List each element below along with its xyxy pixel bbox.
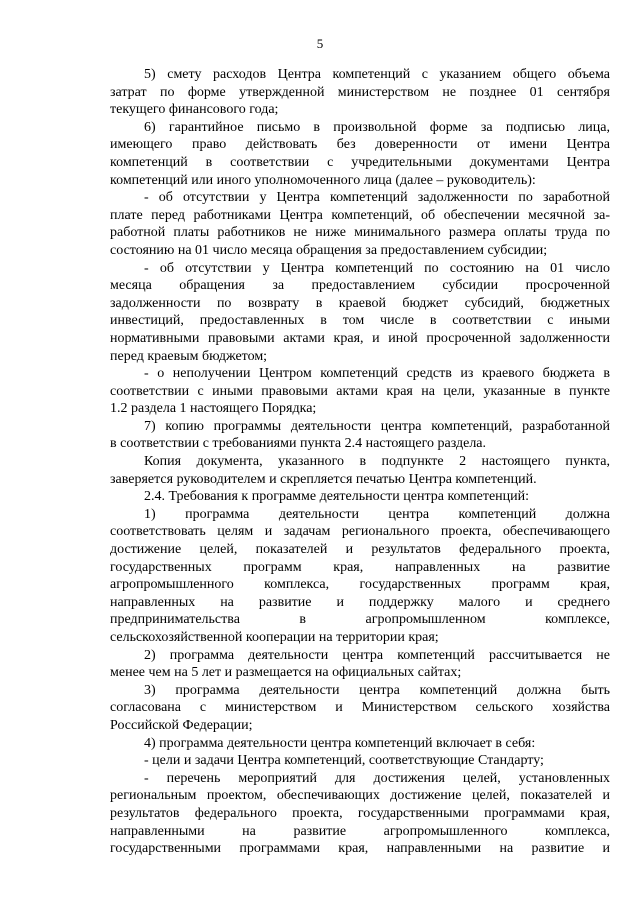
text-line: 7) копию программы деятельности центра компетенций, разработанной bbox=[144, 418, 610, 434]
text-line: агропромышленного комплекса, государственных программ края, bbox=[110, 577, 610, 593]
document-body bbox=[110, 66, 610, 858]
text-line: 2.4. Требования к программе деятельности центра компетенций: bbox=[144, 489, 530, 505]
text-line: инвестиций, предоставленных в том числе в соответствии с иными bbox=[110, 313, 610, 329]
text-line: - об отсутствии у Центра компетенций задолженности по заработной bbox=[144, 190, 610, 206]
text-line: плате перед работниками Центра компетенций, об обеспечении месячной за- bbox=[110, 207, 610, 223]
text-line: 5) смету расходов Центра компетенций с указанием общего объема bbox=[144, 67, 610, 82]
text-line: государственных программ края, направленных на развитие bbox=[110, 559, 610, 575]
text-line: - об отсутствии у Центра компетенций по состоянию на 01 число bbox=[144, 260, 610, 276]
text-line: затрат по форме утвержденной министерством не позднее 01 сентября bbox=[110, 84, 610, 100]
text-line: - перечень мероприятий для достижения целей, установленных bbox=[144, 770, 610, 786]
text-line: - о неполучении Центром компетенций средств из краевого бюджета в bbox=[144, 366, 610, 382]
text-line: 6) гарантийное письмо в произвольной форме за подписью лица, bbox=[144, 119, 610, 135]
text-line: имеющего право действовать без доверенности от имени Центра bbox=[110, 137, 610, 153]
text-line: 1) программа деятельности центра компетенций должна bbox=[144, 506, 610, 522]
text-line: перед краевым бюджетом; bbox=[110, 348, 268, 364]
text-line: 4) программа деятельности центра компетенций включает в себя: bbox=[144, 735, 536, 751]
text-line: состоянию на 01 число месяца обращения за предоставлением субсидии; bbox=[110, 242, 548, 258]
text-line: Российской Федерации; bbox=[110, 717, 253, 733]
text-line: соответствовать целям и задачам регионального проекта, обеспечивающего bbox=[110, 524, 610, 540]
text-line: месяца обращения за предоставлением субсидии просроченной bbox=[110, 278, 610, 294]
text-line: - цели и задачи Центра компетенций, соответствующие Стандарту; bbox=[144, 753, 544, 769]
text-line: результатов федерального проекта, государственными программами края, bbox=[110, 805, 610, 821]
text-line: текущего финансового года; bbox=[110, 102, 279, 118]
page-number: 5 bbox=[316, 36, 324, 51]
text-line: сельскохозяйственной кооперации на территории края; bbox=[110, 630, 439, 645]
text-line: государственными программами края, направленными на развитие и bbox=[110, 841, 610, 857]
text-line: Копия документа, указанного в подпункте 2 настоящего пункта, bbox=[144, 454, 610, 470]
text-line: компетенций или иного уполномоченного лица (далее – руководитель): bbox=[110, 172, 536, 188]
text-line: заверяется руководителем и скрепляется печатью Центра компетенций. bbox=[110, 471, 537, 487]
text-line: 3) программа деятельности центра компетенций должна быть bbox=[144, 682, 610, 698]
text-line: предпринимательства в агропромышленном комплексе, bbox=[110, 612, 610, 628]
text-line: нормативными правовыми актами края, и иной просроченной задолженности bbox=[110, 330, 610, 346]
text-line: задолженности по возврату в краевой бюджет субсидий, бюджетных bbox=[110, 295, 610, 311]
text-line: в соответствии с требованиями пункта 2.4 настоящего раздела. bbox=[110, 436, 487, 452]
text-line: направленных на развитие и поддержку малого и среднего bbox=[110, 594, 610, 610]
text-line: 2) программа деятельности центра компетенций рассчитывается не bbox=[144, 647, 610, 663]
text-line: согласована с министерством и Министерством сельского хозяйства bbox=[110, 700, 610, 716]
text-line: соответствии с иными правовыми актами края на цели, указанные в пункте bbox=[110, 383, 610, 399]
text-line: менее чем на 5 лет и размещается на официальных сайтах; bbox=[110, 665, 462, 681]
text-line: работной платы работников не ниже минимального размера оплаты труда по bbox=[110, 225, 610, 241]
text-line: достижение целей, показателей и результатов федерального проекта, bbox=[110, 542, 610, 558]
text-line: региональным проектом, обеспечивающих достижение целей, показателей и bbox=[110, 788, 610, 804]
text-line: компетенций в соответствии с учредительными документами Центра bbox=[110, 154, 610, 170]
text-line: направленными на развитие агропромышленного комплекса, bbox=[110, 823, 610, 839]
text-line: 1.2 раздела 1 настоящего Порядка; bbox=[110, 401, 317, 417]
